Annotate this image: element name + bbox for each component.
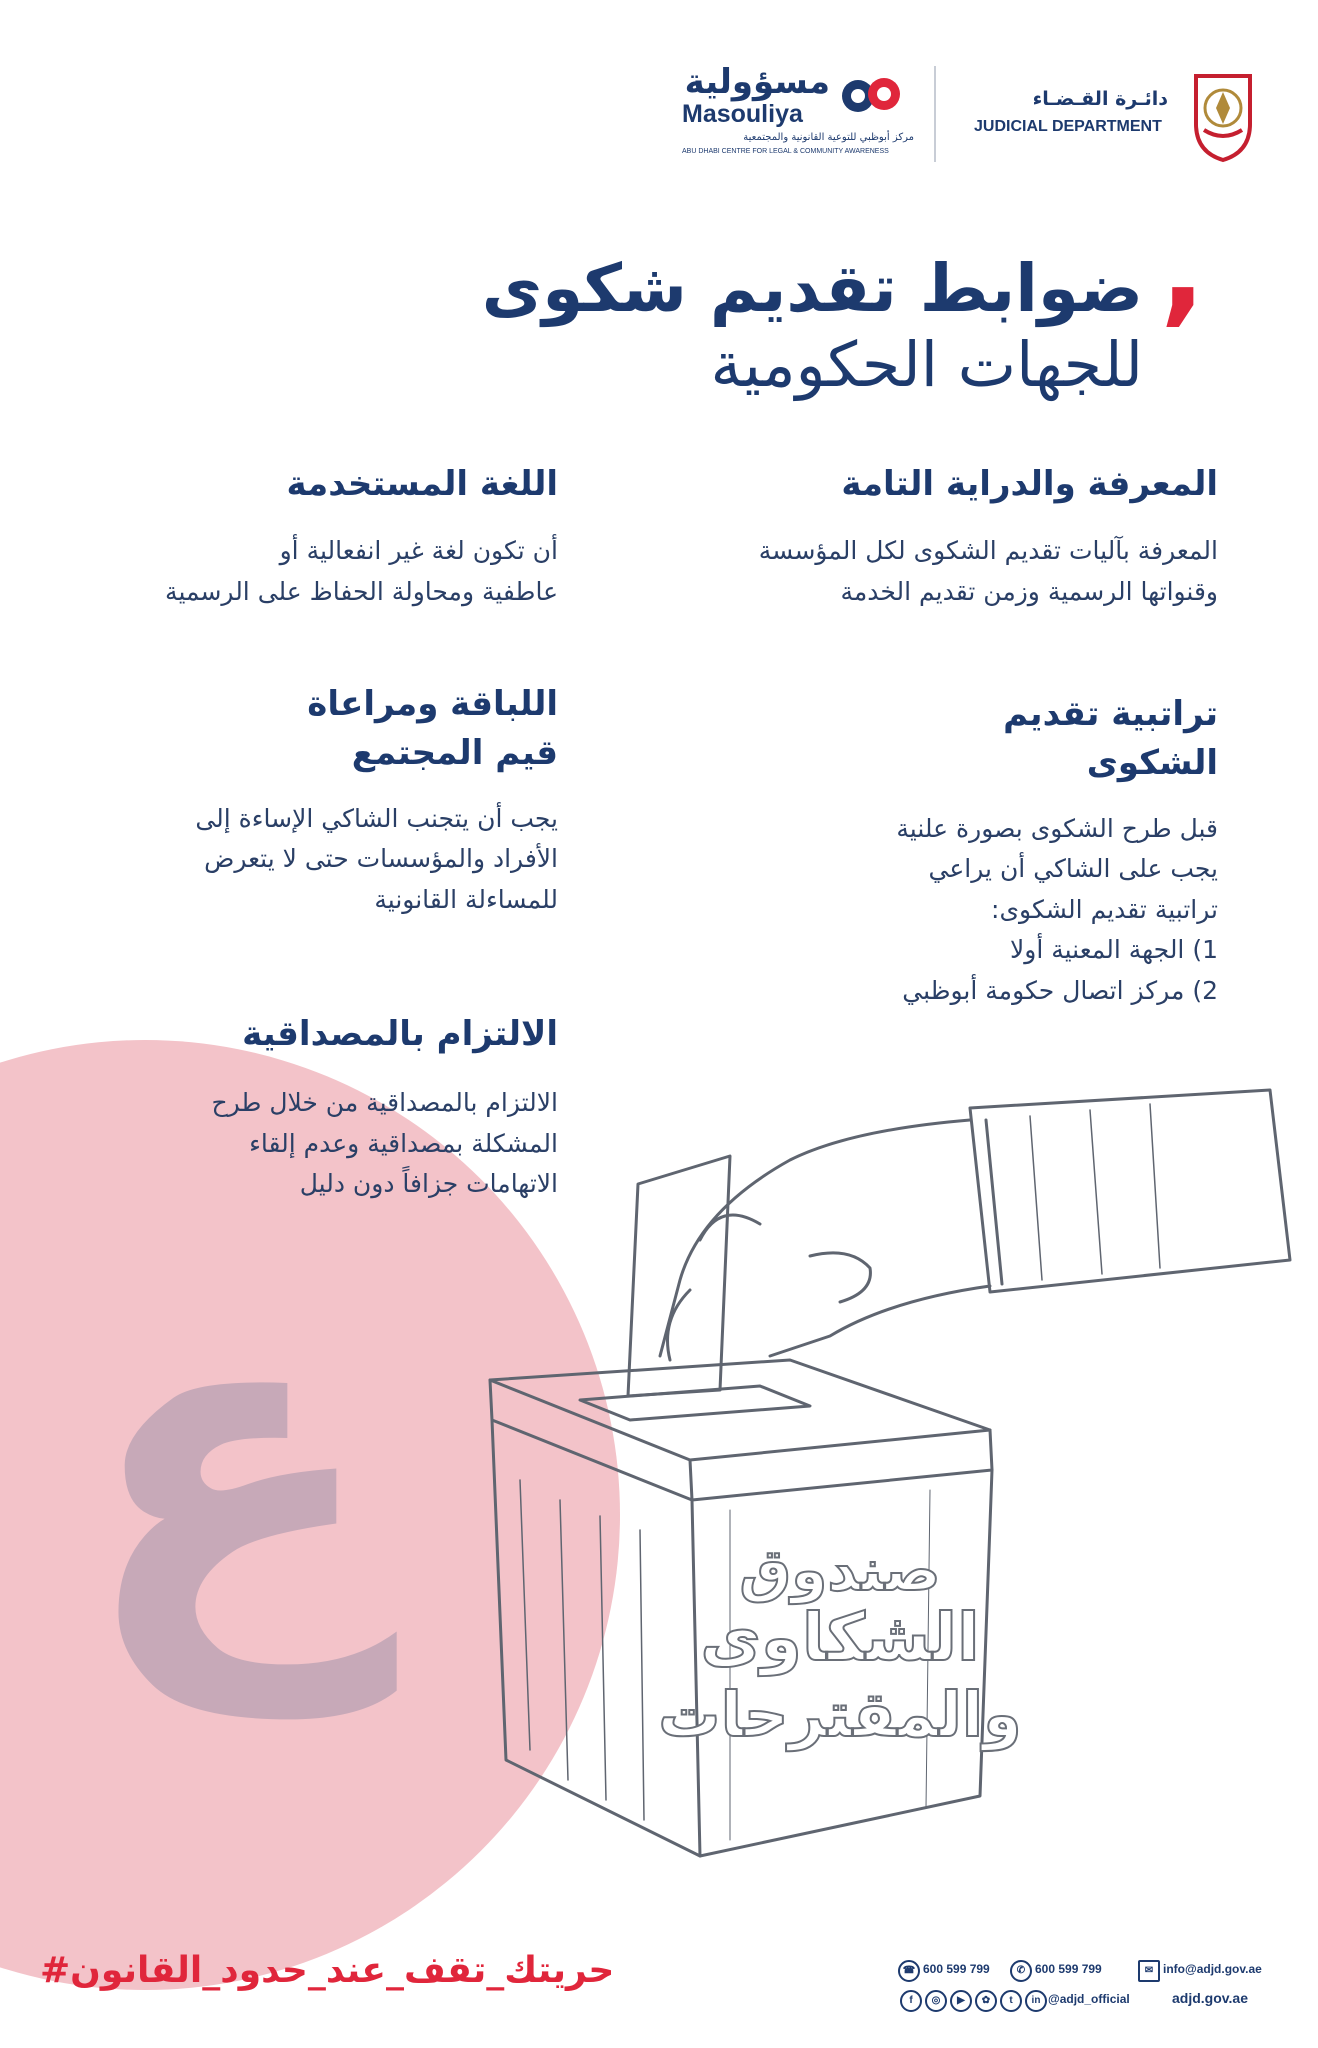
section-body-line: المعرفة بآليات تقديم الشكوى لكل المؤسسة [758, 536, 1218, 566]
ballot-box-illustration [430, 1060, 1310, 1924]
decorative-ain-glyph: ع [80, 1204, 381, 1716]
section-body-line: للمساءلة القانونية [374, 884, 558, 914]
section-body-line: الالتزام بالمصداقية من خلال طرح [211, 1088, 558, 1118]
masouliya-subtitle-en: ABU DHABI CENTRE FOR LEGAL & COMMUNITY AWARENESS [682, 148, 889, 155]
header-divider [934, 66, 936, 162]
section-heading: تراتبية تقديم [1003, 694, 1218, 734]
section-body-line: الأفراد والمؤسسات حتى لا يتعرض [204, 844, 558, 874]
masouliya-name-ar: مسؤولية [684, 62, 830, 102]
social-handle[interactable]: @adjd_official [1048, 1992, 1130, 2006]
section-heading: المعرفة والدراية التامة [841, 464, 1218, 504]
judicial-department-emblem [1190, 68, 1256, 164]
facebook-icon[interactable]: f [900, 1990, 922, 2012]
section-language [78, 460, 558, 612]
section-knowledge [658, 460, 1218, 612]
section-hierarchy [738, 690, 1218, 1011]
page-title: ضوابط تقديم شكوى [481, 250, 1143, 327]
website-link[interactable]: adjd.gov.ae [1172, 1990, 1248, 2006]
linkedin-icon[interactable]: in [1025, 1990, 1047, 2012]
title-quote-mark: , [1160, 200, 1206, 339]
judicial-department-name-en: JUDICIAL DEPARTMENT [974, 118, 1162, 135]
masouliya-name-en: Masouliya [682, 100, 803, 128]
phone-contact-2[interactable]: ✆ 600 599 799 [1010, 1960, 1102, 1982]
instagram-icon[interactable]: ◎ [925, 1990, 947, 2012]
whatsapp-icon: ✆ [1010, 1960, 1032, 1982]
snapchat-icon[interactable]: ✿ [975, 1990, 997, 2012]
social-icons [900, 1990, 1050, 2012]
masouliya-subtitle-ar: مركز أبوظبي للتوعية القانونية والمجتمعية [743, 132, 914, 143]
section-body-line: المشكلة بمصداقية وعدم إلقاء [249, 1128, 558, 1158]
section-courtesy [78, 680, 558, 920]
section-heading: الالتزام بالمصداقية [242, 1014, 558, 1054]
section-body-line: عاطفية ومحاولة الحفاظ على الرسمية [165, 576, 558, 606]
twitter-icon[interactable]: t [1000, 1990, 1022, 2012]
phone-contact-1[interactable]: ☎ 600 599 799 [898, 1960, 990, 1982]
section-body-line: 2) مركز اتصال حكومة أبوظبي [902, 975, 1218, 1005]
box-label-line: الشكاوى [700, 1599, 980, 1676]
section-heading: الشكوى [1086, 743, 1218, 784]
email-contact[interactable]: ✉ info@adjd.gov.ae [1138, 1960, 1262, 1982]
masouliya-logo-mark [838, 68, 908, 124]
section-body-line: 1) الجهة المعنية أولا [1010, 935, 1218, 965]
box-label-line: والمقترحات [658, 1678, 1022, 1751]
section-body-line: الاتهامات جزافاً دون دليل [299, 1169, 558, 1199]
youtube-icon[interactable]: ▶ [950, 1990, 972, 2012]
box-label-line: صندوق [739, 1536, 941, 1604]
headset-icon: ☎ [898, 1960, 920, 1982]
section-body-line: وقنواتها الرسمية وزمن تقديم الخدمة [840, 576, 1218, 606]
section-heading: اللغة المستخدمة [286, 464, 558, 504]
section-heading: قيم المجتمع [351, 733, 558, 774]
envelope-icon: ✉ [1138, 1960, 1160, 1982]
section-body-line: يجب على الشاكي أن يراعي [928, 854, 1218, 884]
judicial-department-name-ar: دائـرة القـضـاء [1032, 88, 1168, 110]
section-heading: اللباقة ومراعاة [307, 684, 558, 724]
section-body-line: قبل طرح الشكوى بصورة علنية [896, 813, 1218, 843]
hashtag: #حريتك_تقف_عند_حدود_القانون [40, 1950, 615, 1991]
section-body-line: يجب أن يتجنب الشاكي الإساءة إلى [195, 803, 558, 833]
section-body-line: أن تكون لغة غير انفعالية أو [279, 536, 558, 566]
page-subtitle: للجهات الحكومية [710, 328, 1143, 401]
section-body-line: تراتبية تقديم الشكوى: [991, 894, 1218, 924]
